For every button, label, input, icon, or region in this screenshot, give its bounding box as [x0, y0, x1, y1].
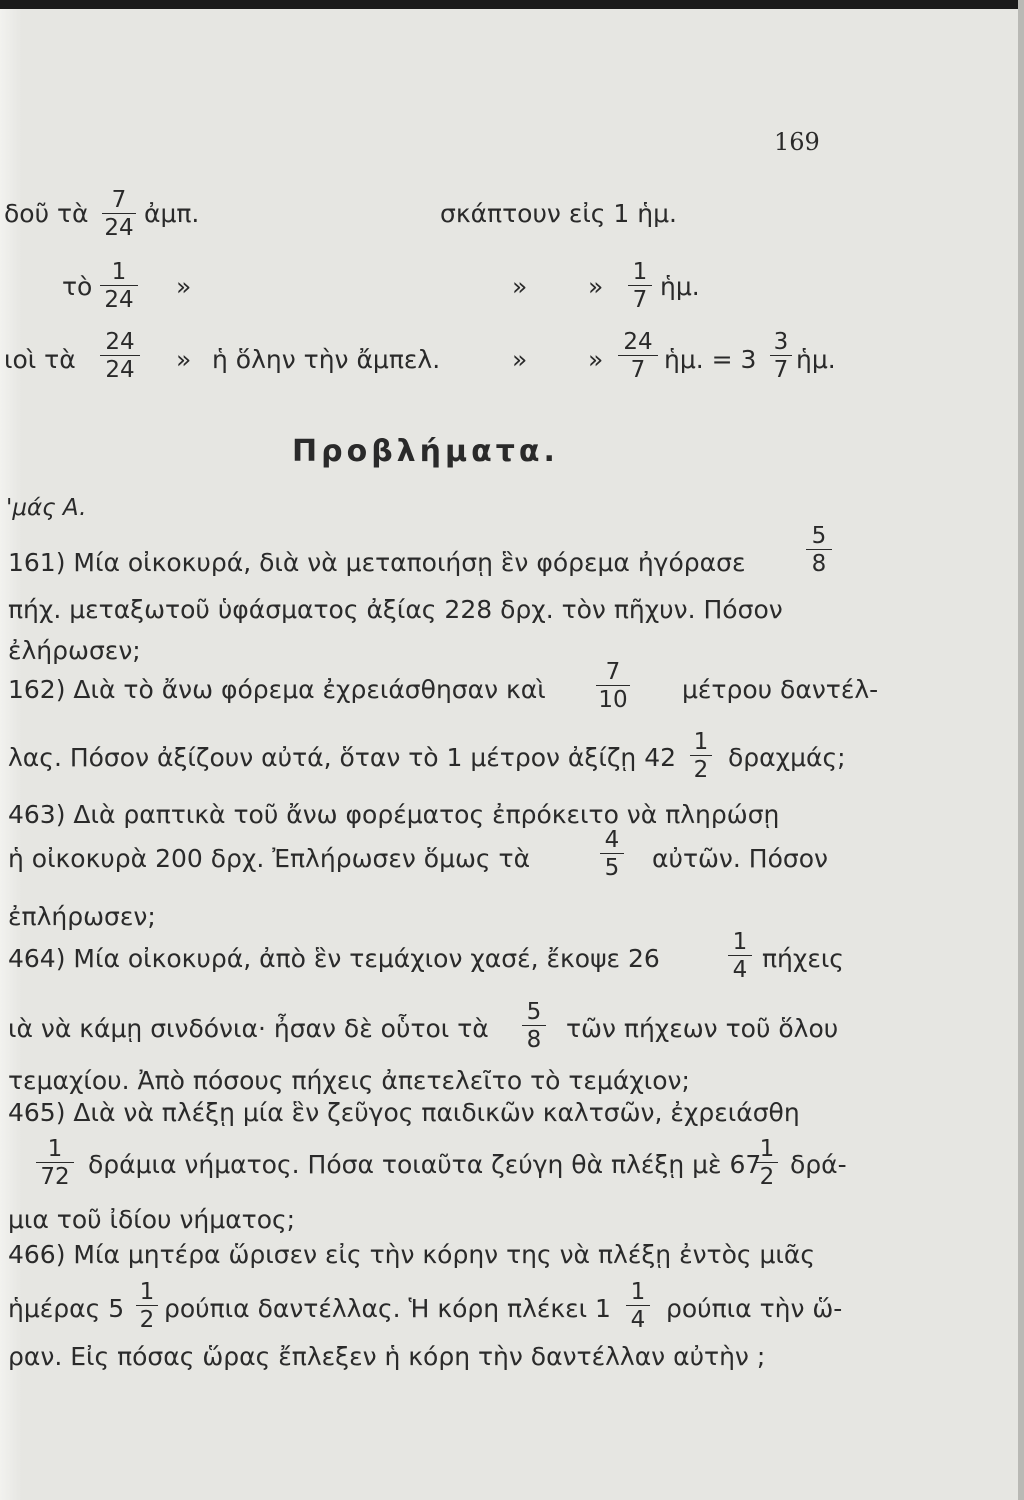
ditto-mark: » [588, 272, 604, 301]
problem-462-line-1b: μέτρου δαντέλ- [682, 675, 879, 704]
table-row-3-text: ἡ ὅλην τὴν ἄμπελ. [212, 345, 441, 374]
table-row-2-unit: ἡμ. [660, 272, 700, 301]
problem-461-line-1: 161) Μία οἰκοκυρά, διὰ νὰ μεταποιήσῃ ἓν φόρεμα ἠγόρασε [8, 548, 746, 577]
problem-465-line-2a: δράμια νήματος. Πόσα τοιαῦτα ζεύγη θὰ πλέξῃ μὲ 67 [88, 1150, 762, 1179]
fraction: 1 24 [100, 260, 138, 312]
fraction: 7 24 [102, 188, 136, 240]
table-row-3-unit: ἡμ. [796, 345, 836, 374]
problem-464-line-2a: ιὰ νὰ κάμῃ σινδόνια· ἦσαν δὲ οὗτοι τὰ [8, 1014, 489, 1043]
page-number: 169 [774, 128, 820, 156]
fraction: 1 72 [36, 1137, 74, 1189]
problem-464-line-3: τεμαχίου. Ἀπὸ πόσους πήχεις ἀπετελεῖτο τὸ τεμάχιον; [8, 1066, 690, 1095]
ditto-mark: » [176, 272, 192, 301]
fraction: 24 7 [618, 330, 658, 382]
fraction: 3 7 [770, 330, 792, 382]
problem-466-line-3: ραν. Εἰς πόσας ὥρας ἔπλεξεν ἡ κόρη τὴν δαντέλλαν αὐτὴν ; [8, 1342, 766, 1371]
fraction: 1 4 [728, 930, 752, 982]
problem-462-line-1a: 162) Διὰ τὸ ἄνω φόρεμα ἐχρειάσθησαν καὶ [8, 675, 546, 704]
problem-461-line-3: ἐλήρωσεν; [8, 636, 141, 665]
problem-465-line-2b: δρά- [790, 1150, 847, 1179]
fraction: 1 2 [136, 1280, 158, 1332]
problem-463-line-3: ἐπλήρωσεν; [8, 902, 156, 931]
fraction: 4 5 [600, 828, 624, 880]
fraction: 5 8 [522, 1000, 546, 1052]
problem-464-line-1a: 464) Μία οἰκοκυρά, ἀπὸ ἓν τεμάχιον χασέ, ἔκοψε 26 [8, 944, 660, 973]
table-row-3-eq: ἡμ. = 3 [664, 345, 757, 374]
problem-463-line-2a: ἡ οἰκοκυρὰ 200 δρχ. Ἐπλήρωσεν ὅμως τὰ [8, 844, 531, 873]
problem-462-line-2a: λας. Πόσον ἀξίζουν αὐτά, ὅταν τὸ 1 μέτρον ἀξίζῃ 42 [8, 743, 677, 772]
problem-461-line-2: πήχ. μεταξωτοῦ ὑφάσματος ἀξίας 228 δρχ. τὸν πῆχυν. Πόσον [8, 595, 783, 624]
fraction: 5 8 [806, 524, 832, 576]
problem-464-line-1b: πήχεις [762, 944, 844, 973]
problem-465-line-3: μια τοῦ ἰδίου νήματος; [8, 1205, 296, 1234]
problem-464-line-2b: τῶν πήχεων τοῦ ὅλου [566, 1014, 839, 1043]
fraction: 7 10 [596, 660, 630, 712]
problem-463-line-2b: αὐτῶν. Πόσον [652, 844, 828, 873]
problem-462-line-2b: δραχμάς; [728, 743, 846, 772]
scan-top-border [0, 0, 1024, 9]
problem-466-line-2b: ρούπια δαντέλλας. Ἡ κόρη πλέκει 1 [164, 1294, 611, 1323]
problem-465-line-1: 465) Διὰ νὰ πλέξῃ μία ἓν ζεῦγος παιδικῶν καλτσῶν, ἐχρειάσθη [8, 1098, 800, 1127]
ditto-mark: » [176, 345, 192, 374]
scan-right-border [1018, 0, 1024, 1500]
table-row-1-unit: ἀμπ. [144, 199, 200, 228]
fraction: 24 24 [100, 330, 140, 382]
table-row-3-prefix: ιοὶ τὰ [4, 345, 76, 374]
table-row-2-prefix: τὸ [62, 272, 93, 301]
fraction: 1 4 [626, 1280, 650, 1332]
fraction: 1 2 [756, 1137, 778, 1189]
fraction: 1 2 [690, 730, 712, 782]
table-row-1-prefix: δοῦ τὰ [4, 199, 89, 228]
ditto-mark: » [512, 272, 528, 301]
ditto-mark: » [512, 345, 528, 374]
table-row-1-right: σκάπτουν εἰς 1 ἡμ. [440, 199, 677, 228]
ditto-mark: » [588, 345, 604, 374]
problem-466-line-2c: ρούπια τὴν ὥ- [666, 1294, 843, 1323]
page-title: Προβλήματα. [292, 434, 559, 469]
section-label: 'μάς A. [6, 495, 87, 521]
problem-466-line-1: 466) Μία μητέρα ὥρισεν εἰς τὴν κόρην της νὰ πλέξῃ ἐντὸς μιᾶς [8, 1240, 816, 1269]
fraction: 1 7 [628, 260, 652, 312]
problem-466-line-2a: ἡμέρας 5 [8, 1294, 125, 1323]
problem-463-line-1: 463) Διὰ ραπτικὰ τοῦ ἄνω φορέματος ἐπρόκειτο νὰ πληρώσῃ [8, 800, 780, 829]
